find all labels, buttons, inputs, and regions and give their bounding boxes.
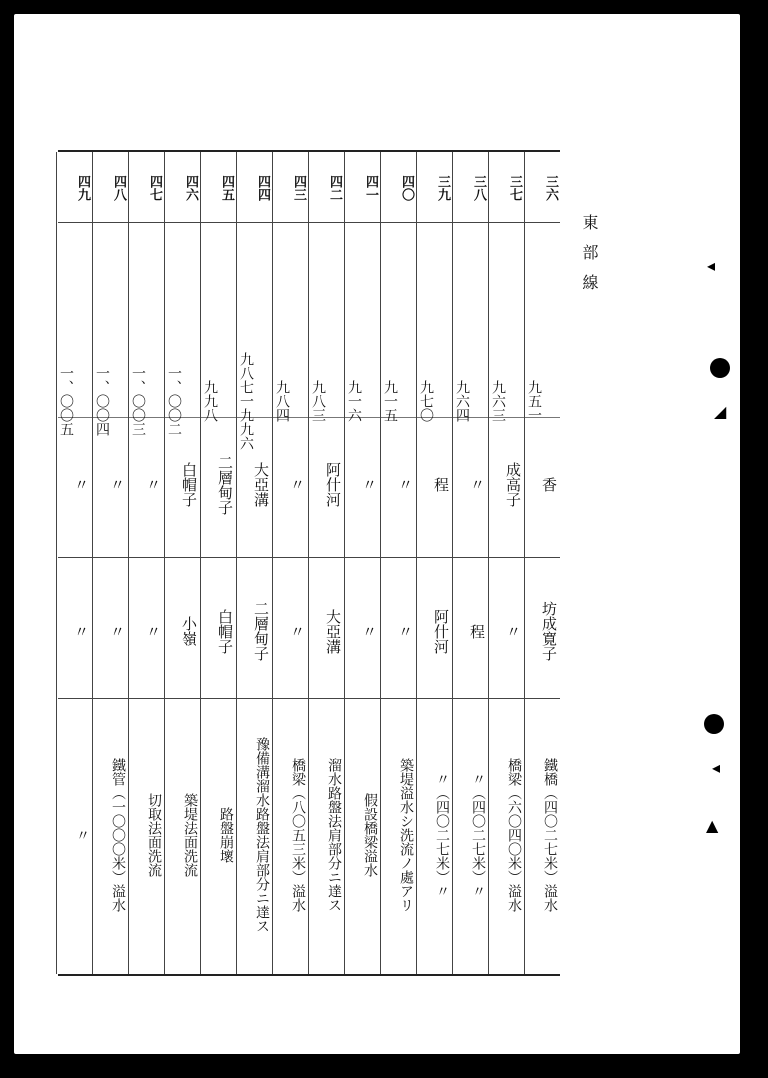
section-from: 白帽子 — [180, 462, 198, 507]
section-to: 小嶺 — [180, 616, 198, 646]
table-row — [416, 152, 452, 974]
section-to: 阿什河 — [432, 608, 450, 654]
row-number: 四二 — [327, 175, 342, 201]
table-row — [524, 152, 560, 974]
column-divider — [308, 152, 309, 974]
section-to: 〃 — [144, 623, 162, 639]
row-number: 四八 — [111, 175, 126, 201]
kilometer-post: 一、〇〇三 — [130, 366, 146, 436]
section-to: 〃 — [108, 623, 126, 639]
row-number: 四〇 — [399, 175, 414, 201]
column-divider — [56, 152, 57, 974]
damage-description: 溜水路盤法肩部分ニ達ス — [326, 758, 342, 912]
binder-hole — [710, 358, 730, 378]
damage-description: 築堤溢水シ洗流ノ處アリ — [398, 758, 414, 912]
section-to: 〃 — [72, 623, 90, 639]
table-row — [128, 152, 164, 974]
row-number: 四七 — [147, 175, 162, 201]
section-title: 東部線 — [580, 214, 599, 304]
damage-description: 築堤法面洗流 — [182, 793, 198, 877]
section-from: 香 — [540, 477, 558, 492]
kilometer-post: 九八四 — [274, 380, 290, 422]
binder-hole — [704, 714, 724, 734]
damage-description: 豫備溝溜水路盤法肩部分ニ達ス — [254, 737, 270, 933]
kilometer-post: 九七〇 — [418, 380, 434, 422]
section-from: 〃 — [396, 477, 414, 492]
table-row — [452, 152, 488, 974]
column-divider — [488, 152, 489, 974]
kilometer-post: 九八三 — [310, 380, 326, 422]
damage-description: 路盤崩壞 — [218, 807, 234, 863]
row-number: 三七 — [507, 175, 522, 201]
section-from: 二層甸子 — [216, 454, 234, 515]
damage-description: 假設橋梁溢水 — [362, 793, 378, 877]
column-divider — [416, 152, 417, 974]
column-divider — [236, 152, 237, 974]
kilometer-post: 一、〇〇四 — [94, 366, 110, 436]
kilometer-post: 一、〇〇五 — [58, 366, 74, 436]
table-row — [164, 152, 200, 974]
column-divider — [380, 152, 381, 974]
section-to: 白帽子 — [216, 608, 234, 654]
row-number: 四一 — [363, 175, 378, 201]
kilometer-post: 九八七一九九六 — [238, 352, 254, 450]
section-to: 程 — [468, 623, 486, 639]
column-divider — [128, 152, 129, 974]
damage-description: 〃（四〇二七米）〃 — [434, 772, 450, 898]
section-to: 〃 — [504, 623, 522, 639]
damage-description: 橋梁（六〇四〇米）溢水 — [506, 758, 522, 912]
kilometer-post: 九六三 — [490, 380, 506, 422]
damage-description: 橋梁（八〇五三米）溢水 — [290, 758, 306, 912]
table-row — [236, 152, 272, 974]
column-divider — [344, 152, 345, 974]
section-to: 大亞溝 — [324, 608, 342, 654]
kilometer-post: 一、〇〇二 — [166, 366, 182, 436]
section-from: 〃 — [108, 477, 126, 492]
section-from: 〃 — [288, 477, 306, 492]
table-row — [92, 152, 128, 974]
damage-table — [58, 150, 560, 976]
section-from: 成高子 — [504, 462, 522, 507]
row-number: 四九 — [75, 175, 90, 201]
table-row — [344, 152, 380, 974]
section-from: 〃 — [360, 477, 378, 492]
damage-description: 鐵橋（四〇二七米）溢水 — [542, 758, 558, 912]
section-to: 〃 — [288, 623, 306, 639]
row-number: 四四 — [255, 175, 270, 201]
table-row — [272, 152, 308, 974]
binder-mark: ◂ — [707, 256, 716, 275]
table-row — [308, 152, 344, 974]
row-number: 三六 — [543, 175, 558, 201]
kilometer-post: 九九八 — [202, 380, 218, 422]
kilometer-post: 九一六 — [346, 380, 362, 422]
column-divider — [92, 152, 93, 974]
section-from: 大亞溝 — [252, 462, 270, 507]
column-divider — [452, 152, 453, 974]
binder-mark: ▲ — [706, 816, 719, 835]
section-to: 〃 — [360, 623, 378, 639]
section-from: 〃 — [468, 477, 486, 492]
section-from: 程 — [432, 477, 450, 492]
row-number: 三八 — [471, 175, 486, 201]
damage-description: 〃（四〇二七米）〃 — [470, 772, 486, 898]
row-number: 四六 — [183, 175, 198, 201]
damage-description: 〃 — [74, 828, 90, 842]
section-from: 〃 — [144, 477, 162, 492]
kilometer-post: 九五一 — [526, 380, 542, 422]
section-from: 阿什河 — [324, 462, 342, 507]
binder-mark: ◢ — [714, 402, 727, 421]
table-row — [488, 152, 524, 974]
table-row — [200, 152, 236, 974]
section-to: 二層甸子 — [252, 601, 270, 661]
damage-description: 切取法面洗流 — [146, 793, 162, 877]
binder-mark: ◂ — [712, 758, 721, 777]
section-to: 坊成寛子 — [540, 601, 558, 661]
row-number: 四三 — [291, 175, 306, 201]
section-to: 〃 — [396, 623, 414, 639]
kilometer-post: 九六四 — [454, 380, 470, 422]
column-divider — [524, 152, 525, 974]
column-divider — [164, 152, 165, 974]
kilometer-post: 九一五 — [382, 380, 398, 422]
table-row — [380, 152, 416, 974]
row-number: 四五 — [219, 175, 234, 201]
damage-description: 鐵管（一〇〇〇米）溢水 — [110, 758, 126, 912]
column-divider — [272, 152, 273, 974]
row-number: 三九 — [435, 175, 450, 201]
table-row — [56, 152, 92, 974]
column-divider — [200, 152, 201, 974]
section-from: 〃 — [72, 477, 90, 492]
